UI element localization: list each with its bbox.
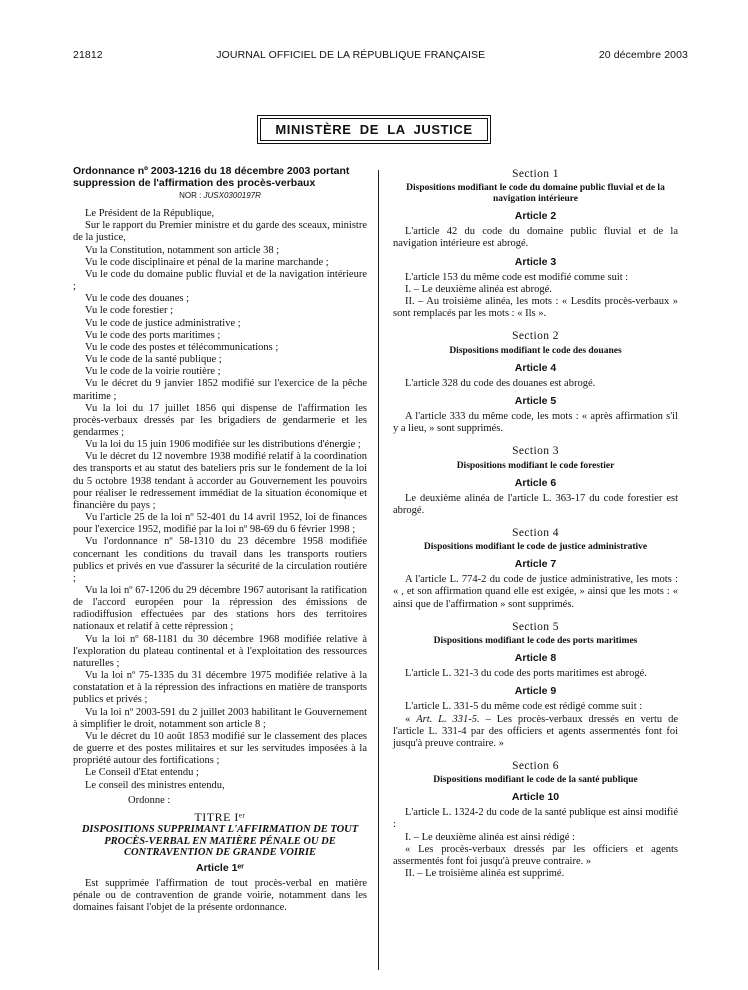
left-column bbox=[73, 166, 367, 914]
article-9 bbox=[393, 685, 678, 750]
section-3-title: Dispositions modifiant le code forestier bbox=[456, 460, 615, 471]
article-8-text: L'article L. 321-3 du code des ports maritimes est abrogé. bbox=[405, 668, 647, 680]
preamble-line: Vu l'ordonnance nº 58-1310 du 23 décembre 1958 modifiée concernant les conditions du travail dans les transports routiers publics et privés en vue d'assurer la sécurité de la circulation routière ; bbox=[73, 536, 367, 584]
preamble-line: Le Conseil d'Etat entendu ; bbox=[85, 767, 199, 779]
section-6-title: Dispositions modifiant le code de la santé publique bbox=[433, 775, 638, 786]
preamble-line: Vu la loi nº 2003-591 du 2 juillet 2003 habilitant le Gouvernement à simplifier le droit, notamment son article 8 ; bbox=[73, 706, 367, 730]
quoted-article-ref: Art. L. 331-5. bbox=[416, 713, 480, 725]
column-divider bbox=[378, 170, 379, 970]
article-4 bbox=[393, 362, 678, 390]
preamble-line: Vu le code forestier ; bbox=[85, 305, 173, 317]
section-3-heading: Section 3 bbox=[512, 445, 559, 458]
article-8-heading: Article 8 bbox=[514, 651, 557, 664]
article-3-text: I. – Le deuxième alinéa est abrogé. bbox=[405, 283, 552, 295]
section-4-title: Dispositions modifiant le code de justice administrative bbox=[423, 542, 648, 553]
article-3 bbox=[393, 256, 678, 321]
nor-code: JUSX0300197R bbox=[203, 191, 261, 200]
preamble-line: Vu le décret du 12 novembre 1938 modifié relatif à la coordination des transports et au statut des bateliers pris sur le fondement de la loi du 5 octobre 1938 tendant à accorder au Gouvernement les pouvoirs pour réaliser le redressement immédiat de la situation économique et financière du pays ; bbox=[73, 451, 367, 511]
ministry-title: MINISTÈRE DE LA JUSTICE bbox=[260, 118, 487, 141]
section-6-heading: Section 6 bbox=[512, 760, 559, 772]
page-number: 21812 bbox=[73, 49, 103, 61]
nor-label: NOR : bbox=[179, 191, 204, 200]
preamble bbox=[73, 208, 367, 792]
preamble-line: Sur le rapport du Premier ministre et du garde des sceaux, ministre de la justice, bbox=[73, 220, 367, 244]
article-10-heading: Article 10 bbox=[511, 791, 560, 804]
section-4-heading: Section 4 bbox=[512, 526, 559, 539]
section-4 bbox=[393, 527, 678, 611]
preamble-line: Le conseil des ministres entendu, bbox=[85, 779, 225, 791]
ministry-banner bbox=[0, 115, 748, 144]
article-4-heading: Article 4 bbox=[514, 361, 557, 374]
preamble-line: Vu l'article 25 de la loi nº 52-401 du 14 avril 1952, loi de finances pour l'exercice 1952, modifié par la loi nº 98-69 du 6 février 1998 ; bbox=[73, 512, 367, 536]
quote-text: – Les procès-verbaux dressés en vertu de l'article L. 331-4 par des officiers et agents assermentés font foi jusqu'à preuve contraire. » bbox=[393, 713, 678, 749]
right-column bbox=[393, 166, 678, 890]
preamble-line: Vu le code disciplinaire et pénal de la marine marchande ; bbox=[85, 256, 329, 268]
article-10 bbox=[393, 791, 678, 880]
preamble-line: Vu le code de justice administrative ; bbox=[85, 317, 241, 329]
article-9-text: L'article L. 331-5 du même code est rédigé comme suit : bbox=[405, 701, 643, 713]
article-8 bbox=[393, 652, 678, 680]
preamble-line: Vu le code des douanes ; bbox=[85, 293, 190, 305]
preamble-line: Vu le code du domaine public fluvial et de la navigation intérieure ; bbox=[73, 268, 367, 293]
article-2-heading: Article 2 bbox=[514, 210, 557, 223]
section-2 bbox=[393, 330, 678, 435]
article-7 bbox=[393, 558, 678, 611]
section-2-heading: Section 2 bbox=[512, 330, 559, 343]
article-10-text: I. – Le deuxième alinéa est ainsi rédigé : bbox=[405, 831, 575, 843]
article-2-text: L'article 42 du code du domaine public fluvial et de la navigation intérieure est abrogé. bbox=[393, 226, 678, 250]
article-3-text: L'article 153 du même code est modifié comme suit : bbox=[405, 271, 629, 283]
article-10-text: « Les procès-verbaux dressés par les officiers et agents assermentés font foi jusqu'à preuve contraire. » bbox=[393, 843, 678, 867]
ordonne-line: Ordonne : bbox=[128, 794, 171, 806]
section-5 bbox=[393, 621, 678, 750]
preamble-line: Le Président de la République, bbox=[85, 208, 215, 220]
preamble-line: Vu la loi nº 68-1181 du 30 décembre 1968 modifiée relative à l'exploration du plateau continental et à l'exploitation des ressources naturelles ; bbox=[73, 633, 367, 669]
titre-heading: TITRE Iᵉʳ bbox=[194, 809, 246, 824]
section-1 bbox=[393, 168, 678, 320]
issue-date: 20 décembre 2003 bbox=[598, 49, 688, 61]
section-6 bbox=[393, 760, 678, 880]
ordonnance-title: Ordonnance nº 2003-1216 du 18 décembre 2003 portant suppression de l'affirmation des procès-verbaux bbox=[73, 165, 350, 189]
article-5 bbox=[393, 395, 678, 435]
preamble-line: Vu la loi nº 67-1206 du 29 décembre 1967 autorisant la ratification de l'accord européen pour la répression des émissions de radiodiffusion effectuées par des stations hors des territoires nationaux et relatif à cette répression ; bbox=[73, 585, 367, 633]
section-2-title: Dispositions modifiant le code des douanes bbox=[449, 345, 622, 356]
article-5-heading: Article 5 bbox=[514, 394, 557, 407]
section-1-title: Dispositions modifiant le code du domaine public fluvial et de la navigation intérieure bbox=[406, 183, 665, 205]
section-5-title: Dispositions modifiant le code des ports maritimes bbox=[433, 635, 638, 646]
quote-open: « bbox=[405, 713, 417, 725]
article-6 bbox=[393, 477, 678, 517]
journal-title: JOURNAL OFFICIEL DE LA RÉPUBLIQUE FRANÇAISE bbox=[216, 49, 486, 61]
preamble-line: Vu la loi du 17 juillet 1856 qui dispense de l'affirmation les procès-verbaux dressés par les brigadiers de gendarmerie et les gendarmes ; bbox=[73, 402, 367, 438]
preamble-line: Vu le code des ports maritimes ; bbox=[85, 329, 221, 341]
article-3-heading: Article 3 bbox=[514, 255, 557, 268]
ministry-box bbox=[257, 115, 490, 144]
article-6-heading: Article 6 bbox=[514, 476, 557, 489]
article-9-heading: Article 9 bbox=[514, 685, 557, 698]
article-7-text: A l'article L. 774-2 du code de justice administrative, les mots : « , et son affirmation quand elle est exigée, » ainsi que les mots : « ainsi que de l'affirmation » sont supprimés. bbox=[393, 574, 678, 610]
preamble-line: Vu la loi du 15 juin 1906 modifiée sur les distributions d'énergie ; bbox=[85, 439, 361, 451]
article-4-text: L'article 328 du code des douanes est abrogé. bbox=[405, 377, 596, 389]
nor-reference bbox=[73, 190, 367, 202]
preamble-line: Vu le code de la voirie routière ; bbox=[85, 366, 221, 378]
article-7-heading: Article 7 bbox=[514, 558, 557, 571]
article-10-text: II. – Le troisième alinéa est supprimé. bbox=[405, 868, 565, 880]
preamble-line: Vu le code de la santé publique ; bbox=[85, 354, 222, 366]
preamble-line: Vu la loi nº 75-1335 du 31 décembre 1975 modifiée relative à la constatation et à la répression des infractions en matière de transports publics et privés ; bbox=[73, 670, 367, 706]
section-1-heading: Section 1 bbox=[512, 168, 559, 180]
preamble-line: Vu la Constitution, notamment son article 38 ; bbox=[85, 244, 280, 256]
article-6-text: Le deuxième alinéa de l'article L. 363-17 du code forestier est abrogé. bbox=[393, 492, 678, 516]
article-2 bbox=[393, 210, 678, 250]
article-5-text: A l'article 333 du même code, les mots : « après affirmation s'il y a lieu, » sont supprimés. bbox=[393, 411, 678, 435]
section-3 bbox=[393, 445, 678, 517]
preamble-line: Vu le décret du 9 janvier 1852 modifié sur l'exercice de la pêche maritime ; bbox=[73, 378, 367, 402]
page-header bbox=[73, 49, 688, 61]
article-9-quote bbox=[393, 714, 678, 750]
section-5-heading: Section 5 bbox=[512, 620, 559, 633]
preamble-line: Vu le code des postes et télécommunications ; bbox=[85, 341, 279, 353]
article-3-text: II. – Au troisième alinéa, les mots : « Lesdits procès-verbaux » sont remplacés par les mots : « Ils ». bbox=[393, 296, 678, 320]
preamble-line: Vu le décret du 10 août 1853 modifié sur le classement des places de guerre et des postes militaires et sur les servitudes imposées à la propriété autour des fortifications ; bbox=[73, 730, 367, 767]
article-1-heading: Article 1ᵉʳ bbox=[195, 861, 245, 874]
titre-subtitle: DISPOSITIONS SUPPRIMANT L'AFFIRMATION DE TOUT PROCÈS-VERBAL EN MATIÈRE PÉNALE OU DE CONTRAVENTION DE GRANDE VOIRIE bbox=[81, 823, 359, 859]
article-1-text: Est supprimée l'affirmation de tout procès-verbal en matière pénale ou de contravention de grande voirie, notamment dans les domaines faisant l'objet de la présente ordonnance. bbox=[73, 877, 367, 914]
article-10-text: L'article L. 1324-2 du code de la santé publique est ainsi modifié : bbox=[393, 807, 678, 831]
